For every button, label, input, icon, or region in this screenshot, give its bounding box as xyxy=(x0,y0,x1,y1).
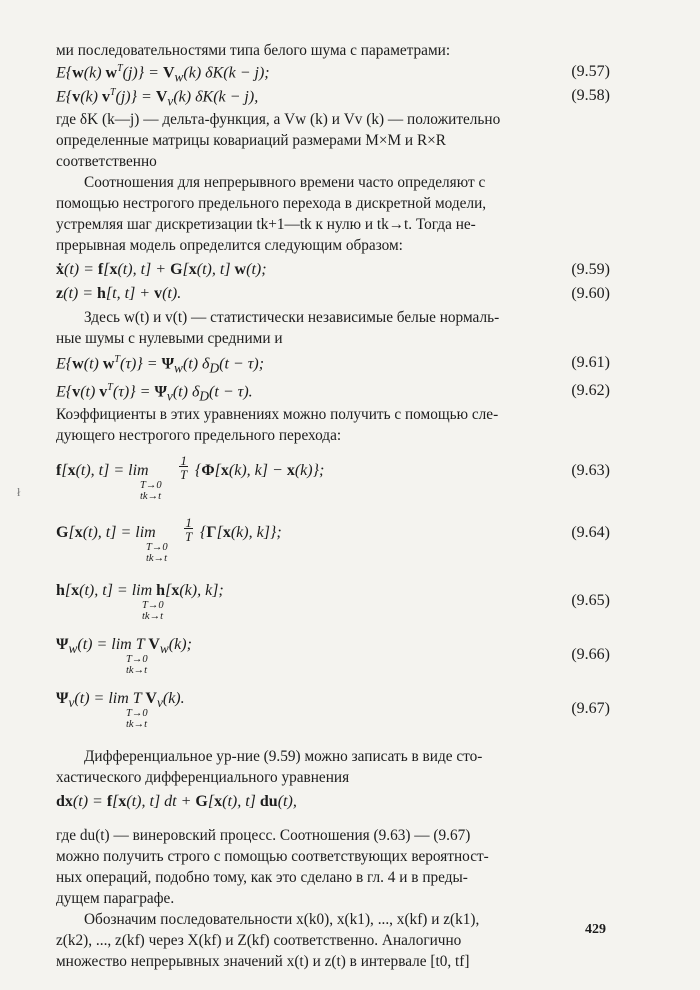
equation-number: (9.57) xyxy=(571,63,610,80)
limit-subscript: T→0 xyxy=(126,708,148,719)
limit-subscript: T→0 xyxy=(126,654,148,665)
text-line: хастического дифференциального уравнения xyxy=(56,769,350,786)
text-line: множество непрерывных значений x(t) и z(t) в интервале [t0, tf] xyxy=(56,953,470,970)
equation-sde: dx(t) = f[x(t), t] dt + G[x(t), t] du(t), xyxy=(56,793,297,810)
limit-subscript: T→0 xyxy=(142,600,164,611)
equation-number: (9.67) xyxy=(571,700,610,717)
equation-9-62: E{v(t) $v^T(\tau)\} = \Psi_v(t) \delta_D(t - \tau)$. (9.62) xyxy=(56,382,610,404)
limit-subscript: tk→t xyxy=(126,719,147,730)
equation-number: (9.60) xyxy=(571,285,610,302)
text-line: Здесь w(t) и v(t) — статистически независимые белые нормаль- xyxy=(84,309,500,326)
equation-number: (9.63) xyxy=(571,462,610,479)
text-line: помощью нестрогого предельного перехода в дискретной модели, xyxy=(56,195,487,212)
equation-number: (9.66) xyxy=(571,646,610,663)
text-line: где du(t) — винеровский процесс. Соотношения (9.63) — (9.67) xyxy=(56,827,471,844)
equation-9-63: f[x(t), t] = lim 1 T {Φ[x(k), k] − x(k)}; T→0 tk→t (9.63) xyxy=(56,453,610,502)
text-line: Дифференциальное ур-ние (9.59) можно записать в виде сто- xyxy=(84,748,483,765)
limit-subscript: T→0 xyxy=(146,542,168,553)
text-line: ных операций, подобно тому, как это сделано в гл. 4 и в преды- xyxy=(56,869,468,886)
text-line: прерывная модель определится следующим образом: xyxy=(56,237,403,254)
text-line: Обозначим последовательности x(k0), x(k1), ..., x(kf) и z(k1), xyxy=(84,911,480,928)
text-line: определенные матрицы ковариаций размерами M×M и R×R xyxy=(56,132,446,149)
text-line: соответственно xyxy=(56,153,157,170)
text-line: где δK (k—j) — дельта-функция, а Vw (k) и Vv (k) — положительно xyxy=(56,111,501,128)
equation-9-65: h[x(t), t] = lim h[x(k), k]; T→0 tk→t (9.65) xyxy=(56,582,610,622)
equation-9-61: E{w(t) $w^T(\tau)\} = \Psi_w(t) \delta_D(t - \tau)$; (9.61) xyxy=(56,354,610,376)
equation-9-64: G[x(t), t] = lim 1 T {Γ[x(k), k]}; T→0 tk→t (9.64) xyxy=(56,515,610,564)
text-line: дующего нестрогого предельного перехода: xyxy=(56,427,342,444)
equation-number: (9.61) xyxy=(571,354,610,371)
page-number: 429 xyxy=(585,922,606,937)
equation-9-60: z(t) = h[t, t] + v(t). (9.60) xyxy=(56,285,610,302)
text-line: Коэффициенты в этих уравнениях можно получить с помощью сле- xyxy=(56,406,499,423)
limit-subscript: tk→t xyxy=(142,611,163,622)
text-line: дущем параграфе. xyxy=(56,890,175,907)
limit-subscript: tk→t xyxy=(140,491,161,502)
limit-subscript: tk→t xyxy=(146,553,167,564)
text-line: ми последовательностями типа белого шума с параметрами: xyxy=(56,42,451,59)
equation-number: (9.59) xyxy=(571,261,610,278)
text-line: Соотношения для непрерывного времени часто определяют с xyxy=(84,174,486,191)
equation-9-59: ẋ(t) = f[x(t), t] + G[x(t), t] w(t); (9.59) xyxy=(56,261,610,278)
equation-number: (9.58) xyxy=(571,87,610,104)
equation-9-67: $\Psi_v(t) = \lim T$ $V_v(k)$. T→0 tk→t (9.67) xyxy=(56,690,610,730)
equation-number: (9.65) xyxy=(571,592,610,609)
equation-9-58: E{v(k) $v^T(j)\} = V_v(k) \delta K(k - j)$, (9.58) xyxy=(56,87,610,109)
text-line: z(k2), ..., z(kf) через X(kf) и Z(kf) соответственно. Аналогично xyxy=(56,932,462,949)
limit-subscript: tk→t xyxy=(126,665,147,676)
text-line: ные шумы с нулевыми средними и xyxy=(56,330,283,347)
margin-mark: ł xyxy=(17,485,21,499)
equation-9-57: E{w(k) $w^T(j)\} = V_w(k) \delta K(k - j)$; (9.57) xyxy=(56,63,610,85)
equation-number: (9.64) xyxy=(571,524,610,541)
equation-number: (9.62) xyxy=(571,382,610,399)
text-line: можно получить строго с помощью соответствующих вероятност- xyxy=(56,848,489,865)
limit-subscript: T→0 xyxy=(140,480,162,491)
page xyxy=(56,40,612,972)
text-line: устремляя шаг дискретизации tk+1—tk к нулю и tk→t. Тогда не- xyxy=(56,216,476,233)
equation-9-66: $\Psi_w(t) = \lim T$ $V_w(k)$; T→0 tk→t (9.66) xyxy=(56,636,610,676)
